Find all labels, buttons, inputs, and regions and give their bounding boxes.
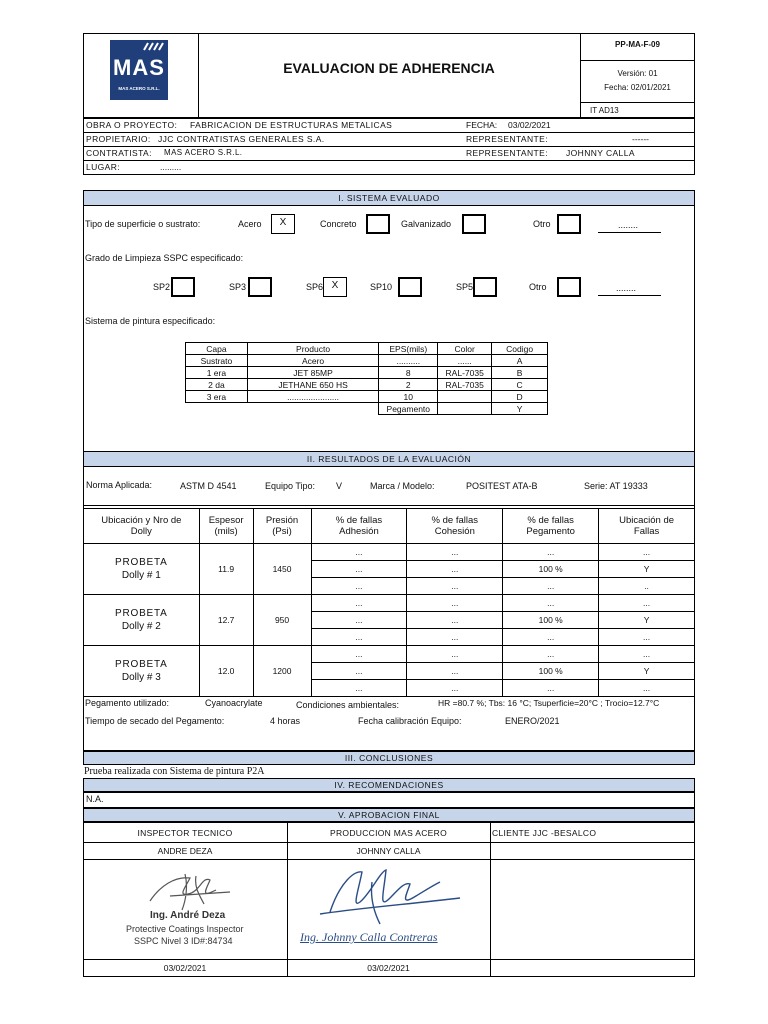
cleaning-otro-checkbox[interactable] <box>557 277 581 297</box>
result-cell: ... <box>407 595 503 612</box>
result-cell: ... <box>311 663 407 680</box>
result-cell: ... <box>311 578 407 595</box>
serie-label: Serie: AT 19333 <box>584 481 648 491</box>
stamp-inspector-level: SSPC Nivel 3 ID#:84734 <box>134 936 233 946</box>
result-cell: ... <box>311 561 407 578</box>
probeta-name: PROBETA <box>115 608 168 619</box>
surface-otro-label: Otro <box>533 219 551 229</box>
name-inspector: ANDRE DEZA <box>157 846 213 856</box>
company-logo <box>110 40 168 100</box>
result-cell: ... <box>311 544 407 561</box>
logo-subtext: MAS ACERO S.R.L. <box>118 86 160 91</box>
it-code: IT AD13 <box>590 106 619 115</box>
role-produccion: PRODUCCION MAS ACERO <box>330 828 447 838</box>
paint-cell: Sustrato <box>186 355 248 367</box>
paint-cell: 10 <box>379 391 438 403</box>
cleaning-sp3-label: SP3 <box>229 282 247 292</box>
cleaning-sp10-label: SP10 <box>370 282 393 292</box>
paint-system-label: Sistema de pintura especificado: <box>85 316 216 326</box>
cleaning-sp2-checkbox[interactable] <box>171 277 195 297</box>
probeta-cell <box>84 595 200 646</box>
result-cell: ... <box>599 595 695 612</box>
result-cell: Y <box>599 561 695 578</box>
probeta-cell <box>84 646 200 697</box>
results-header-ubicacion: Ubicación y Nro de Dolly <box>84 509 200 544</box>
results-table <box>83 508 695 697</box>
stamp-inspector-title: Protective Coatings Inspector <box>126 924 244 934</box>
contratista-label: CONTRATISTA: <box>86 148 152 158</box>
paint-header-capa: Capa <box>186 343 248 355</box>
equipo-label: Equipo Tipo: <box>265 481 316 491</box>
cleaning-sp5-label: SP5 <box>456 282 474 292</box>
paint-cell: 3 era <box>186 391 248 403</box>
paint-header-codigo: Codigo <box>492 343 548 355</box>
result-cell: ... <box>311 612 407 629</box>
table-row <box>84 595 695 612</box>
pegamento-label: Pegamento utilizado: <box>85 698 170 708</box>
results-header-fallas: Ubicación de Fallas <box>599 509 695 544</box>
lugar-value: ......... <box>160 162 182 172</box>
result-cell: ... <box>311 595 407 612</box>
cleaning-otro-value: ........ <box>616 283 637 293</box>
paint-header-eps: EPS(mils) <box>379 343 438 355</box>
result-cell: ... <box>407 663 503 680</box>
paint-cell: B <box>492 367 548 379</box>
surface-otro-value: ........ <box>618 220 639 230</box>
obra-label: OBRA O PROYECTO: <box>86 120 178 130</box>
result-cell: ... <box>503 578 599 595</box>
signature-inspector <box>130 866 250 916</box>
cleaning-label: Grado de Limpieza SSPC especificado: <box>85 253 244 263</box>
paint-cell: JET 85MP <box>247 367 379 379</box>
presion-cell: 950 <box>253 595 311 646</box>
result-cell: ... <box>599 680 695 697</box>
espesor-cell: 12.7 <box>199 595 253 646</box>
date-inspector: 03/02/2021 <box>163 963 207 973</box>
paint-header-color: Color <box>438 343 492 355</box>
document-version: Versión: 01 <box>617 69 658 78</box>
paint-cell: ...... <box>438 355 492 367</box>
contratista-value: MAS ACERO S.R.L. <box>164 148 243 157</box>
probeta-name: PROBETA <box>115 659 168 670</box>
table-row <box>84 646 695 663</box>
calibracion-value: ENERO/2021 <box>505 716 560 726</box>
surface-concreto-checkbox[interactable] <box>366 214 390 234</box>
paint-cell: RAL-7035 <box>438 379 492 391</box>
result-cell: .. <box>599 578 695 595</box>
paint-cell: 1 era <box>186 367 248 379</box>
paint-header-producto: Producto <box>247 343 379 355</box>
paint-row <box>186 379 548 391</box>
probeta-dolly: Dolly # 1 <box>121 570 161 581</box>
espesor-cell: 12.0 <box>199 646 253 697</box>
name-produccion: JOHNNY CALLA <box>356 846 421 856</box>
paint-row <box>186 403 548 415</box>
section1-title: I. SISTEMA EVALUADO <box>83 190 695 206</box>
result-cell: ... <box>503 680 599 697</box>
probeta-dolly: Dolly # 2 <box>121 621 161 632</box>
propietario-label: PROPIETARIO: <box>86 134 151 144</box>
results-header-cohesion: % de fallas Cohesión <box>407 509 503 544</box>
paint-system-table <box>185 342 548 415</box>
equipo-value: V <box>336 481 343 491</box>
result-cell: ... <box>407 561 503 578</box>
cleaning-otro-label: Otro <box>529 282 547 292</box>
result-cell: Y <box>599 612 695 629</box>
paint-cell: .......... <box>379 355 438 367</box>
cleaning-sp3-checkbox[interactable] <box>248 277 272 297</box>
stamp-inspector-name: Ing. André Deza <box>150 910 226 921</box>
probeta-dolly: Dolly # 3 <box>121 672 161 683</box>
result-cell: ... <box>407 578 503 595</box>
result-cell: ... <box>311 646 407 663</box>
paint-row <box>186 355 548 367</box>
result-cell: ... <box>503 544 599 561</box>
results-header-espesor: Espesor (mils) <box>199 509 253 544</box>
surface-label: Tipo de superficie o sustrato: <box>85 219 201 229</box>
probeta-name: PROBETA <box>115 557 168 568</box>
representante-value: ------ <box>632 134 649 144</box>
paint-cell: RAL-7035 <box>438 367 492 379</box>
calibracion-label: Fecha calibración Equipo: <box>358 716 462 726</box>
paint-cell: 8 <box>379 367 438 379</box>
result-cell: ... <box>407 646 503 663</box>
paint-cell: D <box>492 391 548 403</box>
section3-title: III. CONCLUSIONES <box>83 751 695 765</box>
condiciones-value: HR =80.7 %; Tbs: 16 °C; Tsuperficie=20°C ; Trocio=12.7°C <box>438 698 660 708</box>
results-header-adhesion: % de fallas Adhesión <box>311 509 407 544</box>
cleaning-sp10-checkbox[interactable] <box>398 277 422 297</box>
table-row <box>84 544 695 561</box>
result-cell: ... <box>599 544 695 561</box>
paint-row <box>186 391 548 403</box>
secado-value: 4 horas <box>270 716 301 726</box>
role-cliente: CLIENTE JJC -BESALCO <box>492 828 597 838</box>
paint-row <box>186 367 548 379</box>
result-cell: ... <box>503 629 599 646</box>
paint-cell: JETHANE 650 HS <box>247 379 379 391</box>
paint-cell: 2 da <box>186 379 248 391</box>
paint-cell: 2 <box>379 379 438 391</box>
marca-value: POSITEST ATA-B <box>466 481 538 491</box>
condiciones-label: Condiciones ambientales: <box>296 700 400 710</box>
surface-acero-label: Acero <box>238 219 262 229</box>
result-cell: ... <box>407 612 503 629</box>
representante2-label: REPRESENTANTE: <box>466 148 548 158</box>
espesor-cell: 11.9 <box>199 544 253 595</box>
result-cell: ... <box>311 629 407 646</box>
fecha-label: FECHA: <box>466 120 498 130</box>
result-cell: ... <box>599 629 695 646</box>
result-cell: 100 % <box>503 561 599 578</box>
surface-galvanizado-checkbox[interactable] <box>462 214 486 234</box>
section5-title: V. APROBACION FINAL <box>83 808 695 822</box>
paint-cell: Y <box>492 403 548 415</box>
presion-cell: 1200 <box>253 646 311 697</box>
secado-label: Tiempo de secado del Pegamento: <box>85 716 225 726</box>
result-cell: ... <box>599 646 695 663</box>
result-cell: ... <box>407 629 503 646</box>
document-date: Fecha: 02/01/2021 <box>604 83 671 92</box>
stamp-produccion-name: Ing. Johnny Calla Contreras <box>300 930 438 944</box>
propietario-value: JJC CONTRATISTAS GENERALES S.A. <box>158 134 325 144</box>
pegamento-value: Cyanoacrylate <box>205 698 263 708</box>
result-cell: ... <box>503 595 599 612</box>
conclusion-text: Prueba realizada con Sistema de pintura P2A <box>84 766 265 777</box>
paint-cell <box>438 403 492 415</box>
section2-title: II. RESULTADOS DE LA EVALUACIÓN <box>83 451 695 467</box>
result-cell: ... <box>503 646 599 663</box>
cleaning-sp6-checkbox[interactable]: X <box>323 277 347 297</box>
lugar-label: LUGAR: <box>86 162 121 172</box>
cleaning-sp2-label: SP2 <box>153 282 171 292</box>
results-header-presion: Presión (Psi) <box>253 509 311 544</box>
section4-title: IV. RECOMENDACIONES <box>83 778 695 792</box>
norma-value: ASTM D 4541 <box>180 481 237 491</box>
result-cell: Y <box>599 663 695 680</box>
paint-cell <box>438 391 492 403</box>
norma-label: Norma Aplicada: <box>86 480 153 490</box>
surface-acero-checkbox[interactable]: X <box>271 214 295 234</box>
paint-cell: A <box>492 355 548 367</box>
surface-otro-checkbox[interactable] <box>557 214 581 234</box>
presion-cell: 1450 <box>253 544 311 595</box>
obra-value: FABRICACION DE ESTRUCTURAS METALICAS <box>190 120 393 130</box>
result-cell: ... <box>311 680 407 697</box>
cleaning-sp5-checkbox[interactable] <box>473 277 497 297</box>
cleaning-sp6-label: SP6 <box>306 282 324 292</box>
paint-cell: Pegamento <box>379 403 438 415</box>
date-produccion: 03/02/2021 <box>367 963 410 973</box>
paint-cell: ...................... <box>247 391 379 403</box>
results-header-pegamento: % de fallas Pegamento <box>503 509 599 544</box>
surface-concreto-label: Concreto <box>320 219 357 229</box>
representante2-value: JOHNNY CALLA <box>566 148 635 158</box>
representante-label: REPRESENTANTE: <box>466 134 548 144</box>
document-title: EVALUACION DE ADHERENCIA <box>283 60 495 76</box>
result-cell: ... <box>407 680 503 697</box>
signature-produccion <box>300 862 470 932</box>
surface-galvanizado-label: Galvanizado <box>401 219 452 229</box>
document-code: PP-MA-F-09 <box>615 40 660 49</box>
result-cell: 100 % <box>503 663 599 680</box>
probeta-cell <box>84 544 200 595</box>
result-cell: ... <box>407 544 503 561</box>
paint-cell: Acero <box>247 355 379 367</box>
role-inspector: INSPECTOR TECNICO <box>137 828 233 838</box>
logo-text: MAS <box>113 55 165 80</box>
paint-cell: C <box>492 379 548 391</box>
marca-label: Marca / Modelo: <box>370 481 435 491</box>
recomendacion-text: N.A. <box>86 794 104 804</box>
result-cell: 100 % <box>503 612 599 629</box>
fecha-value: 03/02/2021 <box>508 120 551 130</box>
